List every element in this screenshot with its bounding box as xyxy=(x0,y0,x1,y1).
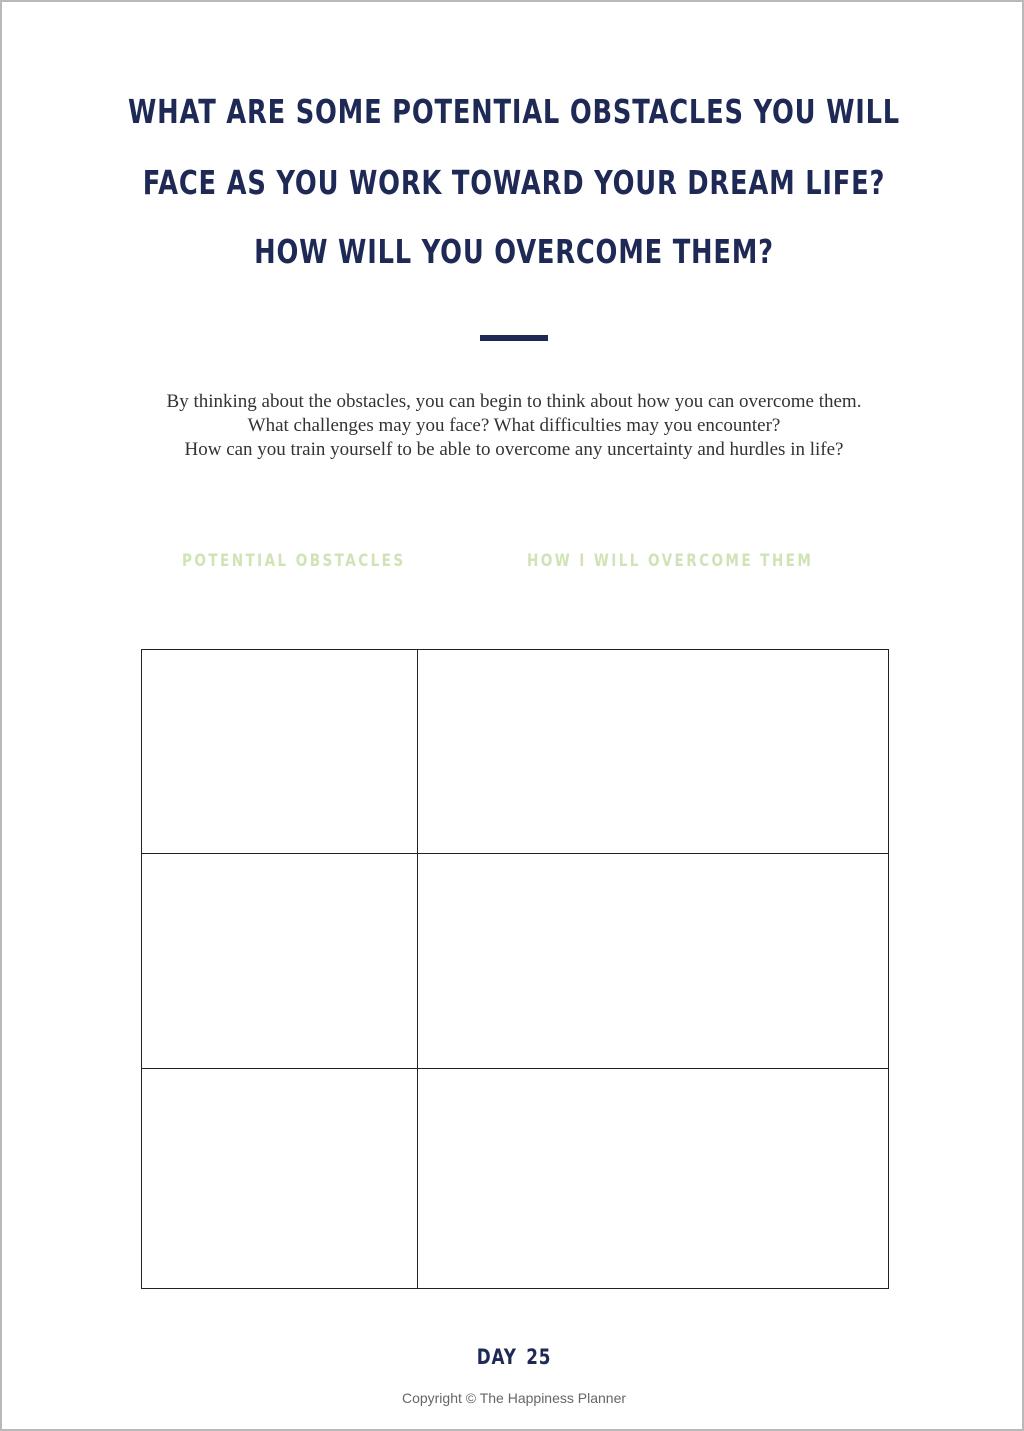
overcome-cell-2[interactable] xyxy=(418,854,888,1068)
intro-text-line-1: By thinking about the obstacles, you can begin to think about how you can overcome them. xyxy=(166,391,862,412)
overcome-cell-3[interactable] xyxy=(418,1069,888,1288)
prompt-heading-line-2: FACE AS YOU WORK TOWARD YOUR DREAM LIFE? xyxy=(142,163,886,202)
day-label: DAY xyxy=(476,1345,517,1369)
column-heading-obstacles: POTENTIAL OBSTACLES xyxy=(182,551,406,571)
prompt-heading-line-3: HOW WILL YOU OVERCOME THEM? xyxy=(254,232,774,271)
prompt-heading-line-1: WHAT ARE SOME POTENTIAL OBSTACLES YOU WILL xyxy=(128,92,900,131)
copyright-notice: Copyright © The Happiness Planner xyxy=(401,1390,627,1406)
intro-text-line-2: What challenges may you face? What difficulties may you encounter? xyxy=(247,415,781,436)
day-number: 25 xyxy=(526,1345,552,1369)
heading-divider xyxy=(480,335,548,341)
overcome-cell-1[interactable] xyxy=(418,650,888,853)
worksheet-table xyxy=(141,649,889,1289)
obstacle-cell-2[interactable] xyxy=(142,854,417,1068)
column-heading-overcome: HOW I WILL OVERCOME THEM xyxy=(527,551,814,571)
obstacle-cell-1[interactable] xyxy=(142,650,417,853)
intro-text-line-3: How can you train yourself to be able to overcome any uncertainty and hurdles in life? xyxy=(184,439,844,460)
day-indicator xyxy=(104,1344,923,1370)
obstacle-cell-3[interactable] xyxy=(142,1069,417,1288)
